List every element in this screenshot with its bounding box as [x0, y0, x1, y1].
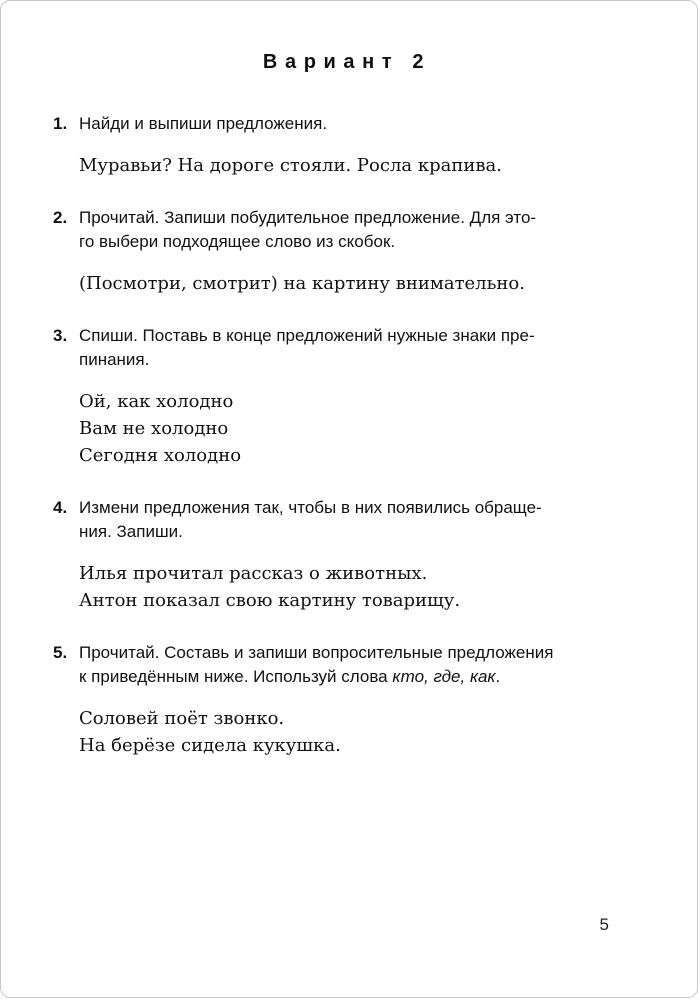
exercise-5-material	[79, 705, 641, 759]
material-line: Муравьи? На дороге стояли. Росла крапива.	[79, 154, 502, 176]
material-line: Сегодня холодно	[79, 444, 242, 466]
material-line: Ой, как холодно	[79, 390, 234, 412]
exercise-2	[53, 206, 641, 297]
exercise-3	[53, 324, 641, 469]
exercise-4-number: 4.	[53, 497, 68, 517]
exercise-4	[53, 496, 641, 614]
exercise-4-instruction	[79, 496, 641, 545]
exercise-3-material	[79, 388, 641, 469]
exercise-1-instruction	[79, 112, 641, 137]
instruction-line: Прочитай. Запиши побудительное предложение. Для это-	[79, 207, 537, 227]
exercise-4-content	[79, 496, 641, 614]
exercise-1-material	[79, 152, 641, 179]
exercise-5	[53, 641, 641, 759]
page-number: 5	[599, 915, 609, 934]
exercise-5-number: 5.	[53, 642, 68, 662]
material-line: (Посмотри, смотрит) на картину внимательно.	[79, 272, 525, 294]
instruction-line: Прочитай. Составь и запиши вопросительные предложения	[79, 642, 554, 662]
instruction-line: Найди и выпиши предложения.	[79, 114, 328, 133]
exercise-5-instruction	[79, 641, 641, 690]
exercise-2-material	[79, 270, 641, 297]
instruction-line	[79, 665, 641, 690]
instruction-line: ния. Запиши.	[79, 522, 183, 541]
exercise-1-number: 1.	[53, 114, 68, 133]
exercise-2-number: 2.	[53, 207, 68, 227]
instruction-text: .	[495, 667, 501, 686]
material-line: Соловей поёт звонко.	[79, 707, 285, 729]
material-line: На берёзе сидела кукушка.	[79, 734, 341, 756]
material-line: Илья прочитал рассказ о животных.	[79, 562, 428, 584]
exercise-3-number: 3.	[53, 325, 68, 345]
exercise-2-content	[79, 206, 641, 297]
exercise-4-material	[79, 560, 641, 614]
exercise-1	[53, 112, 641, 179]
exercise-3-content	[79, 324, 641, 469]
highlighted-words: кто, где, как	[392, 667, 496, 686]
exercise-5-content	[79, 641, 641, 759]
material-line: Антон показал свою картину товарищу.	[79, 589, 461, 611]
instruction-line: пинания.	[79, 350, 150, 369]
exercise-1-content	[79, 112, 641, 179]
instruction-text: к приведённым ниже. Используй слова	[79, 667, 393, 686]
material-line: Вам не холодно	[79, 417, 229, 439]
instruction-line: Измени предложения так, чтобы в них появились обраще-	[79, 497, 542, 517]
page-title: Вариант 2	[262, 51, 432, 73]
exercise-3-instruction	[79, 324, 641, 373]
instruction-line: го выбери подходящее слово из скобок.	[79, 232, 396, 251]
exercise-2-instruction	[79, 206, 641, 255]
instruction-line: Спиши. Поставь в конце предложений нужные знаки пре-	[79, 325, 535, 345]
